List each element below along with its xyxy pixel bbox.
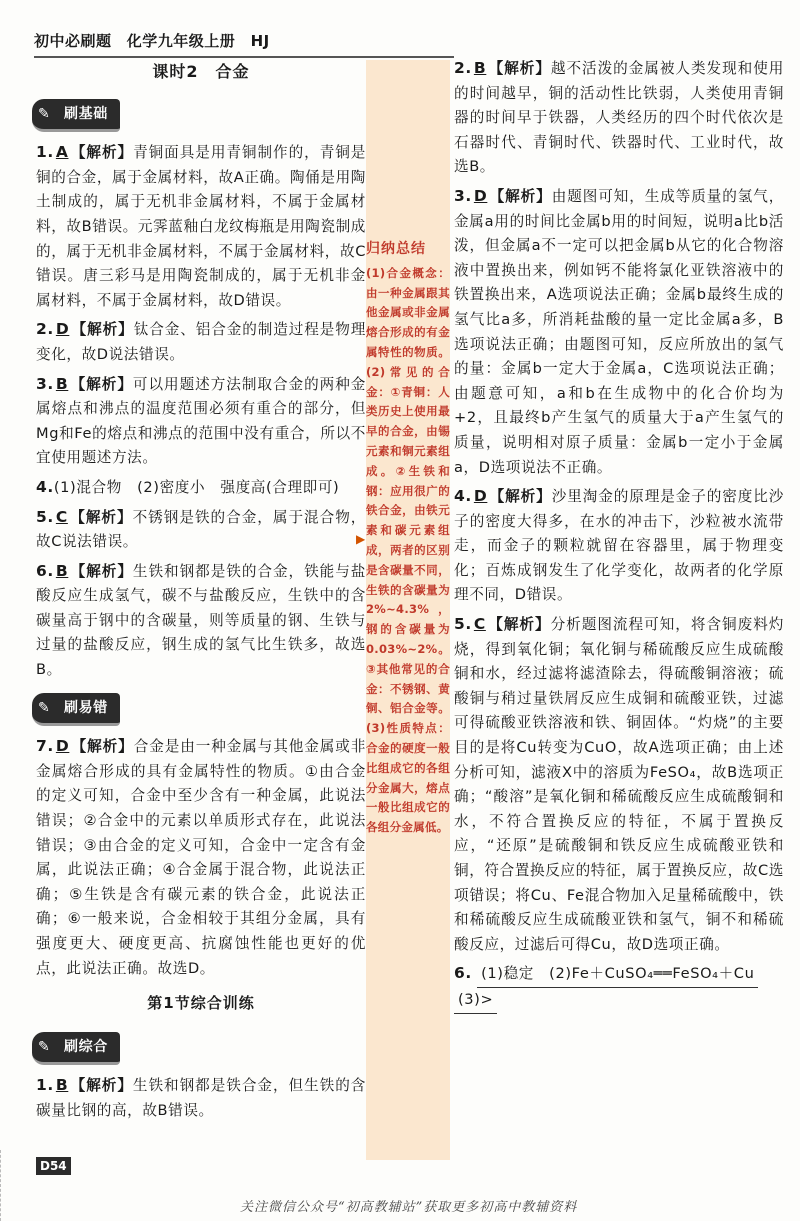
section-badge-basic — [32, 99, 120, 133]
question-item — [454, 184, 784, 480]
answer-letter: B — [55, 1076, 69, 1095]
answer-letter: B — [55, 561, 69, 580]
question-text: 生铁和钢都是铁的合金，铁能与盐酸反应生成氢气，碳不与盐酸反应，生铁中的含碳量高于钢中的含碳量，则等质量的钢、生铁与过量的盐酸反应，钢生成的氢气比生铁多，故选B。 — [36, 562, 366, 679]
question-item — [36, 372, 366, 471]
scan-edge — [0, 1150, 7, 1221]
analysis-tag: 【解析】 — [487, 616, 551, 634]
question-number: 3. — [36, 374, 54, 393]
error-questions — [36, 734, 366, 981]
question-text: 可以用题述方法制取合金的两种金属熔点和沸点的温度范围必须有重合的部分，但Mg和Fe的熔点和沸点的范围中没有重合，所以不宜使用题述方法。 — [36, 375, 366, 467]
answer-letter: B — [55, 374, 69, 393]
question-item — [36, 140, 366, 313]
sidebar-content — [366, 240, 450, 838]
answer-line: (3)> — [454, 988, 497, 1014]
question-number: 3. — [454, 186, 472, 205]
question-text: 由题图可知，生成等质量的氢气，金属a用的时间比金属b用的时间短，说明a比b活泼，但金属a不一定可以把金属b从它的化合物溶液中置换出来，例如钙不能将氯化亚铁溶液中的铁置换出来，A选项说法正确；金属b最终生成的氢气比a多，所消耗盐酸的量一定比金属a多，B选项说法正确；由题图可知，反应所放出的氢气的量：金属b一定大于金属a，C选项说法正确；由题意可知，a和b在生成物中的化合价均为+2，且最终b产生氢气的质量大于a产生氢气的质量，说明相对原子质量：金属b一定小于金属a，D选项说法不正确。 — [454, 187, 784, 476]
analysis-tag: 【解析】 — [70, 375, 133, 393]
question-number: 5. — [454, 615, 472, 634]
analysis-tag: 【解析】 — [489, 187, 552, 205]
answer-letter: D — [473, 487, 488, 506]
question-text: (1)混合物 (2)密度小 强度高(合理即可) — [53, 478, 340, 496]
question-item — [454, 56, 784, 180]
question-text: 越不活泼的金属被人类发现和使用的时间越早，铜的活动性比铁弱，人类使用青铜器的时间早于铁器，人类经历的四个时代依次是石器时代、青铜时代、铁器时代、工业时代，故选B。 — [454, 60, 784, 176]
lesson-title: 课时2 合金 — [152, 62, 250, 81]
analysis-tag: 【解析】 — [70, 1077, 133, 1095]
answer-letter: C — [473, 615, 486, 634]
pencil-icon: ✎ — [38, 105, 51, 122]
section-label: 刷易错 — [64, 699, 108, 716]
question-item — [36, 505, 366, 555]
section-title: 第1节综合训练 — [147, 994, 255, 1013]
question-text: 生铁和钢都是铁合金，但生铁的含碳量比钢的高，故B错误。 — [36, 1077, 366, 1119]
question-text: 沙里淘金的原理是金子的密度比沙子的密度大得多，在水的冲击下，沙粒被水流带走，而金子的颗粒就留在容器里，属于物理变化；百炼成钢发生了化学变化，故两者的化学原理不同，D错误。 — [454, 488, 784, 604]
summary-sidebar — [356, 60, 450, 1160]
question-number: 7. — [36, 737, 54, 756]
analysis-tag: 【解析】 — [69, 508, 133, 526]
left-column — [36, 58, 366, 1128]
question-number: 2. — [454, 59, 472, 77]
page-number: D54 — [36, 1157, 71, 1175]
header-subject: 化学九年级上册 — [126, 32, 236, 50]
question-item — [36, 317, 366, 367]
section-label: 刷综合 — [64, 1038, 108, 1055]
question-text: 分析题图流程可知，将含铜废料灼烧，得到氧化铜；氧化铜与稀硫酸反应生成硫酸铜和水，经过滤将滤渣除去，得硫酸铜溶液；硫酸铜与稍过量铁屑反应生成铜和硫酸亚铁，过滤可得硫酸亚铁溶液和铁、铜固体。“灼烧”的主要目的是将Cu转变为CuO，故A选项正确；由上述分析可知，滤液X中的溶质为FeSO₄，故B选项正确；“酸溶”是氧化铜和稀硫酸反应生成硫酸铜和水，不符合置换反应的特征，不属于置换反应，“还原”是硫酸铜和铁反应生成硫酸亚铁和铜，符合置换反应的特征，属于置换反应，故C选项错误；将Cu、Fe混合物加入足量稀硫酸中，铁和稀硫酸反应生成硫酸亚铁和氢气，铜不和稀硫酸反应，过滤后可得Cu，故D选项正确。 — [454, 616, 784, 953]
question-item — [454, 484, 784, 608]
question-item — [36, 559, 366, 683]
answer-letter: D — [55, 320, 70, 339]
pencil-icon: ✎ — [38, 1038, 51, 1055]
analysis-tag: 【解析】 — [70, 562, 133, 580]
basic-questions — [36, 140, 366, 682]
question-text: 钛合金、铝合金的制造过程是物理变化，故D说法错误。 — [36, 321, 366, 363]
question-6 — [454, 961, 784, 1013]
question-text: 青铜面具是用青铜制作的，青铜是铜的合金，属于金属材料，故A正确。陶俑是用陶土制成的，属于无机非金属材料，不属于金属材料，故B错误。元霁蓝釉白龙纹梅瓶是用陶瓷制成的，属于无机非金属材料，不属于金属材料，故C错误。唐三彩马是用陶瓷制成的，属于无机非金属材料，不属于金属材料，故D错误。 — [36, 144, 366, 309]
page-header — [34, 30, 454, 58]
pencil-icon: ✎ — [38, 699, 51, 716]
question-number: 1. — [36, 1076, 54, 1095]
section-badge-error — [32, 693, 120, 727]
question-text: 合金是由一种金属与其他金属或非金属熔合形成的具有金属特性的物质。①由合金的定义可知，合金中至少含有一种金属，此说法错误；②合金中的元素以单质形式存在，此说法错误；③由合金的定义可知，合金中一定含有金属，此说法正确；④合金属于混合物，此说法正确；⑤生铁是含有碳元素的铁合金，此说法正确；⑥一般来说，合金相较于其组分金属，具有强度更大、硬度更高、抗腐蚀性能也更好的优点，此说法正确。故选D。 — [36, 738, 366, 977]
question-item — [36, 475, 366, 501]
section-label: 刷基础 — [64, 105, 108, 122]
analysis-tag: 【解析】 — [488, 60, 551, 77]
question-item — [36, 1073, 366, 1123]
question-item — [36, 734, 366, 981]
analysis-tag: 【解析】 — [70, 144, 134, 162]
analysis-tag: 【解析】 — [489, 488, 552, 506]
analysis-tag: 【解析】 — [71, 321, 134, 339]
question-text: 不锈钢是铁的合金，属于混合物，故C说法错误。 — [36, 508, 366, 551]
question-item — [454, 612, 784, 957]
answer-letter: D — [55, 737, 70, 756]
answer-letter: C — [55, 507, 68, 526]
sidebar-title: 归纳总结 — [366, 241, 426, 257]
footer-text: 关注微信公众号“初高教辅站”获取更多初高中教辅资料 — [240, 1200, 578, 1215]
answer-letter: D — [473, 186, 488, 205]
question-number: 6. — [36, 561, 54, 580]
answer-letter: B — [473, 59, 487, 77]
comprehensive-questions — [36, 1073, 366, 1123]
question-number: 5. — [36, 507, 54, 526]
header-book: 初中必刷题 — [34, 32, 112, 50]
comprehensive-questions-cont — [454, 56, 784, 957]
question-number: 4. — [36, 477, 54, 496]
arrow-icon: ▶ — [356, 532, 366, 546]
answer-line: (1)稳定 (2)Fe＋CuSO₄══FeSO₄＋Cu — [477, 962, 758, 988]
answer-letter: A — [55, 143, 69, 162]
question-number: 2. — [36, 320, 54, 339]
question-number: 1. — [36, 143, 54, 162]
header-edition: HJ — [250, 32, 270, 50]
section-badge-comprehensive — [32, 1032, 120, 1066]
sidebar-text: (1)合金概念：由一种金属跟其他金属或非金属熔合形成的有金属特性的物质。(2)常见的合金：①青铜：人类历史上使用最早的合金，由锡元素和铜元素组成。②生铁和钢：应用很广的铁合金，由铁元素和碳元素组成，两者的区别是含碳量不同，生铁的含碳量为2%~4.3%，钢的含碳量为0.03%~2%。③其他常见的合金：不锈钢、黄铜、铝合金等。(3)性质特点：合金的硬度一般比组成它的各组分金属大，熔点一般比组成它的各组分金属低。 — [366, 265, 450, 835]
question-number: 6. — [454, 964, 472, 983]
right-column — [454, 56, 784, 1018]
analysis-tag: 【解析】 — [71, 738, 134, 756]
question-number: 4. — [454, 487, 472, 506]
